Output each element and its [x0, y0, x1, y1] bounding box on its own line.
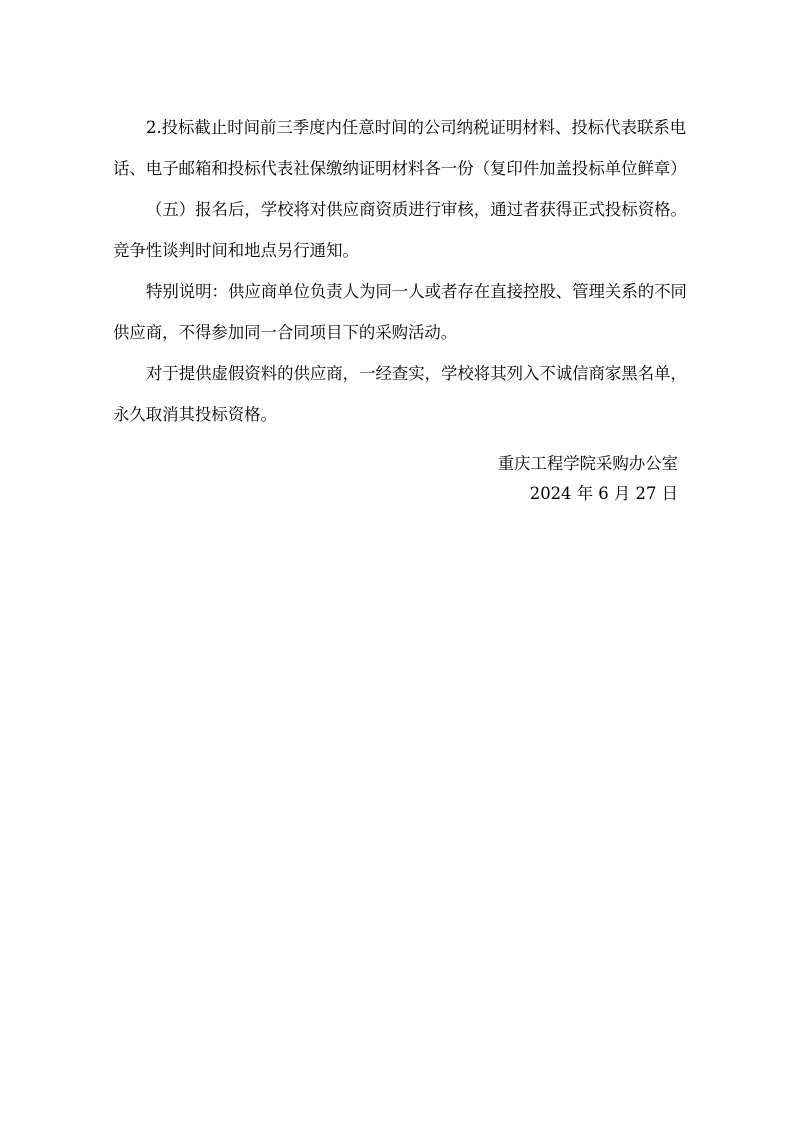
paragraph-tax-proof: [113, 107, 687, 189]
paragraph-line: 对于提供虚假资料的供应商，一经查实，学校将其列入不诚信商家黑名单，: [146, 364, 687, 383]
signature-date: 2024 年 6 月 27 日: [529, 484, 678, 503]
paragraph-false-info: [113, 353, 687, 435]
paragraph-line: 永久取消其投标资格。: [113, 405, 277, 424]
paragraph-qualification-review: [113, 189, 687, 271]
document-body: [113, 107, 687, 435]
paragraph-line: 话、电子邮箱和投标代表社保缴纳证明材料各一份（复印件加盖投标单位鲜章）: [113, 159, 687, 178]
paragraph-line: 特别说明：供应商单位负责人为同一人或者存在直接控股、管理关系的不同: [146, 282, 687, 301]
paragraph-line: 竞争性谈判时间和地点另行通知。: [113, 241, 359, 260]
paragraph-line: （五）报名后，学校将对供应商资质进行审核，通过者获得正式投标资格。: [146, 200, 687, 219]
paragraph-line: 供应商，不得参加同一合同项目下的采购活动。: [113, 323, 458, 342]
signature-organization: 重庆工程学院采购办公室: [497, 454, 678, 473]
paragraph-line: 2.投标截止时间前三季度内任意时间的公司纳税证明材料、投标代表联系电: [146, 118, 687, 137]
paragraph-special-note: [113, 271, 687, 353]
